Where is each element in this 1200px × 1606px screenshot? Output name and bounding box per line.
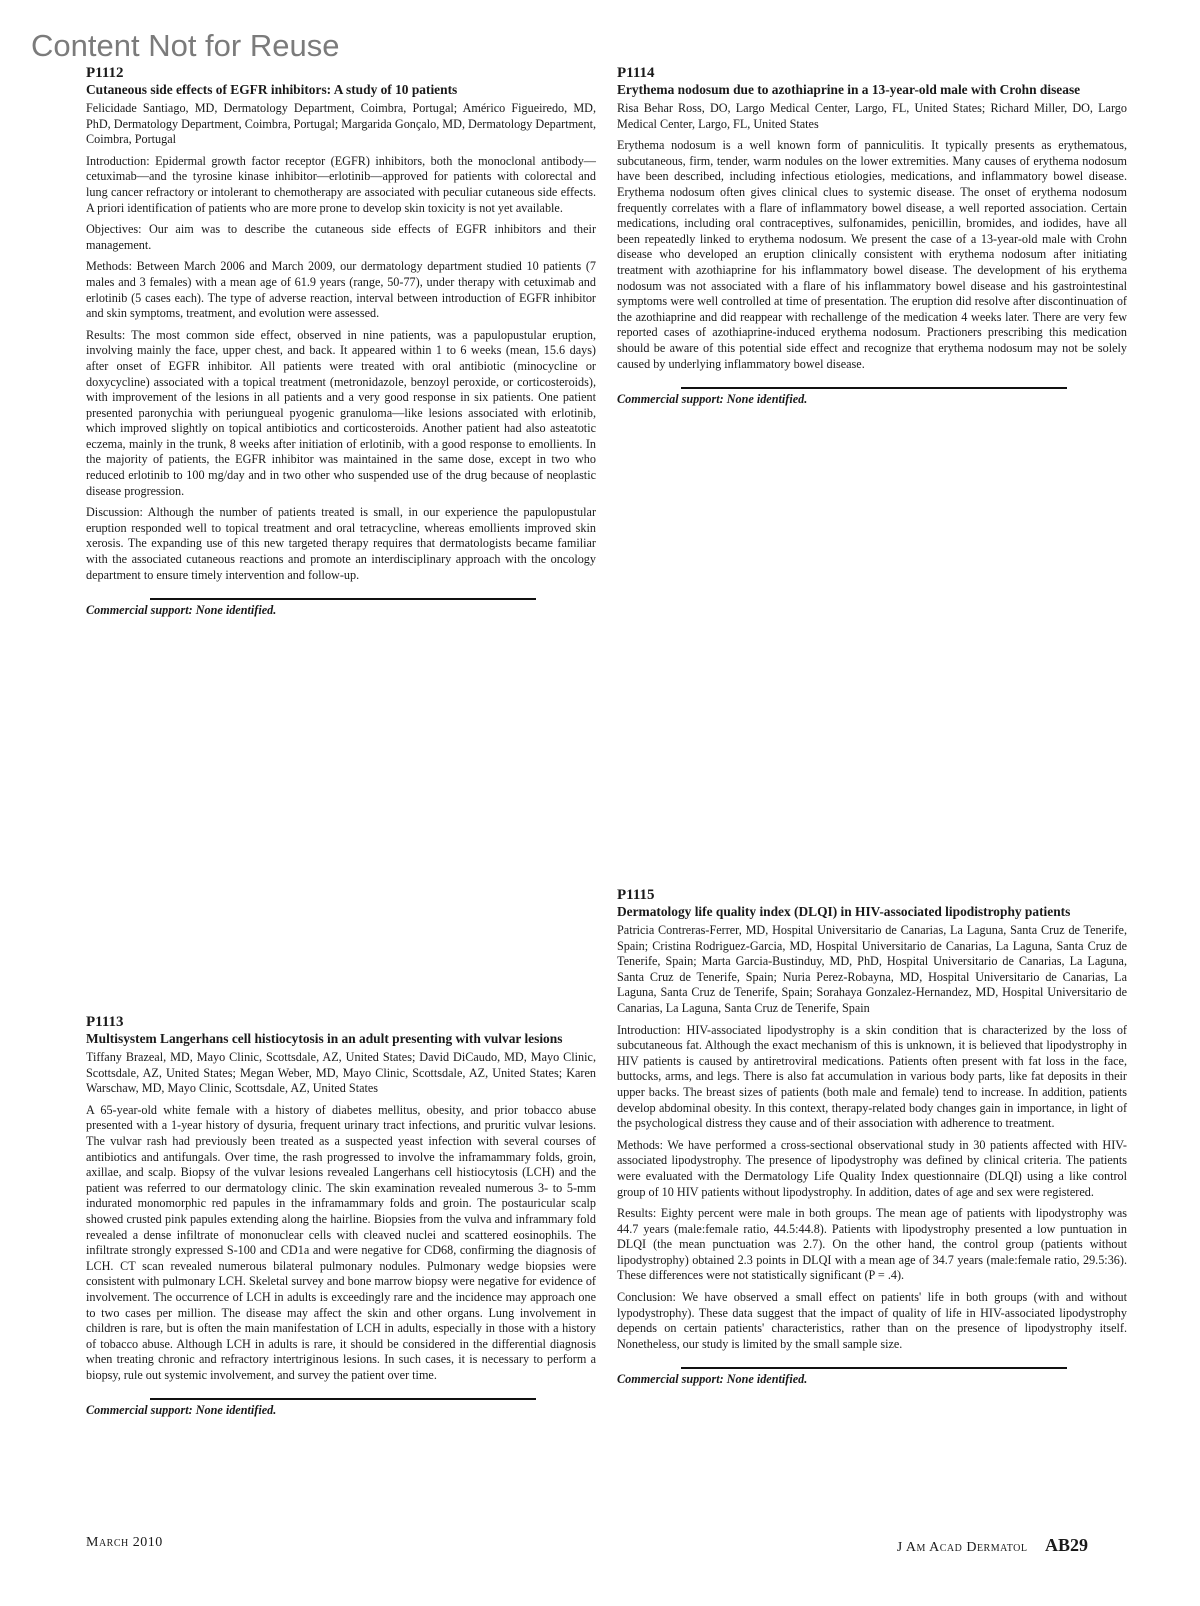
abstract-title: Dermatology life quality index (DLQI) in HIV-associated lipodistrophy patients [617,904,1071,919]
abstract-paragraph: Methods: Between March 2006 and March 2009, our dermatology department studied 10 patients (7 males and 3 females) with a mean age of 61.9 years (range, 50-77), under therapy with cetuximab and erlotinib (5 cases each). The type of adverse reaction, interval between introduction of EGFR inhibitor and skin symptoms, treatment, and evolution were assessed. [86,259,596,321]
abstract-title: Multisystem Langerhans cell histiocytosis in an adult presenting with vulvar lesions [86,1031,563,1046]
abstract-paragraph: Introduction: Epidermal growth factor receptor (EGFR) inhibitors, both the monoclonal antibody—cetuximab—and the tyrosine kinase inhibitor—erlotinib—approved for patients with colorectal and lung cancer refractory or intolerant to chemotherapy are associated with peculiar cutaneous side effects. A priori identification of patients who are more prone to develop skin toxicity is not yet available. [86,153,596,215]
abstract-paragraph: Methods: We have performed a cross-sectional observational study in 30 patients affected with HIV-associated lipodystrophy. The presence of lipodystrophy was defined by clinical criteria. The patients were evaluated with the Dermatology Life Quality Index questionnaire (DLQI) using a like control group of 10 HIV patients without lipodystrophy. In addition, dates of age and sex were registered. [617,1137,1127,1199]
abstract-paragraph: Results: Eighty percent were male in both groups. The mean age of patients with lipodystrophy was 44.7 years (male:female ratio, 44.5:44.8). Patients with lipodystrophy presented a low puntuation in DLQI (the mean punctuation was 2.7). On the other hand, the control group (patients without lipodystrophy) obtained 2.3 points in DLQI with a mean age of 34.7 years (male:female ratio, 29.5:36). These differences were not statistically significant (P = .4). [617,1206,1127,1283]
abstract-title: Cutaneous side effects of EGFR inhibitors: A study of 10 patients [86,82,458,97]
abstract-paragraph: Introduction: HIV-associated lipodystrophy is a skin condition that is characterized by the loss of subcutaneous fat. Although the exact mechanism of this is unknown, it is believed that lipodystrophy in HIV patients is caused by antiretroviral medications. Patients often present with fat loss in the face, buttocks, arms, and legs. There is also fat accumulation in various body parts, like fat deposits in their upper backs. The breast sizes of patients (both male and female) tend to increase. In addition, patients develop abdominal obesity. In this context, therapy-related body changes gain in importance, in light of the psychological distress they cause and of their association with adherence to treatment. [617,1022,1127,1131]
commercial-support: Commercial support: None identified. [617,392,808,407]
abstract-p1112 [86,64,596,619]
separator-rule [150,1398,536,1400]
abstract-p1115 [617,886,1127,1388]
separator-rule [681,387,1067,389]
abstract-paragraph: Results: The most common side effect, observed in nine patients, was a papulopustular eruption, involving mainly the face, upper chest, and back. It appeared within 1 to 6 weeks (mean, 15.6 days) after onset of EGFR inhibitor. All patients were treated with oral antibiotic (minocycline or doxycycline) associated with a topical treatment (metronidazole, benzoyl peroxide, or corticosteroids), with improvement of the lesions in all patients and a very good response in six patients. One patient presented paronychia with periungueal pyogenic granuloma—like lesions associated with erlotinib, which improved slightly on topical antibiotics and corticosteroids. Another patient had also asteatotic eczema, mainly in the trunk, 8 weeks after initiation of erlotinib, with a good response to emollients. In the majority of patients, the EGFR inhibitor was maintained in the same dose, except in two who reduced erlotinib to 100 mg/day and in two other who suspended use of the drug because of neoplastic disease progression. [86,327,596,498]
commercial-support: Commercial support: None identified. [86,603,277,618]
abstract-id: P1112 [86,65,124,81]
abstract-title: Erythema nodosum due to azothiaprine in a 13-year-old male with Crohn disease [617,82,1081,97]
abstract-paragraph: Discussion: Although the number of patients treated is small, in our experience the papulopustular eruption responded well to topical treatment and oral tetracycline, whereas emollients improved skin xerosis. The expanding use of this new targeted therapy requires that dermatologists became familiar with the associated cutaneous reactions and promote an interdisciplinary approach with the oncology department to ensure timely intervention and follow-up. [86,505,596,582]
abstract-paragraph: Objectives: Our aim was to describe the cutaneous side effects of EGFR inhibitors and their management. [86,222,596,252]
abstract-id: P1113 [86,1014,124,1030]
abstract-p1114 [617,64,1127,408]
abstract-authors: Risa Behar Ross, DO, Largo Medical Center, Largo, FL, United States; Richard Miller, DO, Largo Medical Center, Largo, FL, United States [617,101,1127,131]
watermark-text: Content Not for Reuse [31,28,340,63]
footer-page-number: AB29 [1044,1535,1088,1555]
abstract-id: P1115 [617,887,655,903]
commercial-support: Commercial support: None identified. [617,1372,808,1387]
abstract-authors: Patricia Contreras-Ferrer, MD, Hospital Universitario de Canarias, La Laguna, Santa Cruz de Tenerife, Spain; Cristina Rodriguez-Garcia, MD, Hospital Universitario de Canarias, La Laguna, Santa Cruz de Tenerife, Spain; Marta Garcia-Bustinduy, MD, PhD, Hospital Universitario de Canarias, La Laguna, Santa Cruz de Tenerife, Spain; Nuria Perez-Robayna, MD, Hospital Universitario de Canarias, La Laguna, Santa Cruz de Tenerife, Spain; Sorahaya Gonzalez-Hernandez, MD, Hospital Universitario de Canarias, La Laguna, Santa Cruz de Tenerife, Spain [617,923,1127,1015]
footer-citation [897,1535,1088,1556]
separator-rule [681,1367,1067,1369]
separator-rule [150,598,536,600]
commercial-support: Commercial support: None identified. [86,1403,277,1418]
abstract-authors: Tiffany Brazeal, MD, Mayo Clinic, Scottsdale, AZ, United States; David DiCaudo, MD, Mayo Clinic, Scottsdale, AZ, United States; Megan Weber, MD, Mayo Clinic, Scottsdale, AZ, United States; Karen Warschaw, MD, Mayo Clinic, Scottsdale, AZ, United States [86,1050,596,1096]
abstract-paragraph: A 65-year-old white female with a history of diabetes mellitus, obesity, and prior tobacco abuse presented with a 1-year history of dysuria, frequent urinary tract infections, and pruritic vulvar lesions. The vulvar rash had previously been treated as a suspected yeast infection with several courses of antibiotics and antifungals. Over time, the rash progressed to involve the inframammary folds, groin, axillae, and scalp. Biopsy of the vulvar lesions revealed Langerhans cell histiocytosis (LCH) and the patient was referred to our dermatology clinic. The skin examination revealed numerous 3- to 5-mm indurated monomorphic red papules in the inframammary folds and groin. The postauricular scalp showed crusted pink papules extending along the hairline. Biopsies from the vulva and inframmary fold revealed a dense infiltrate of mononuclear cells with cleaved nuclei and scattered eosinophils. The infiltrate strongly expressed S-100 and CD1a and were negative for CD68, confirming the diagnosis of LCH. CT scan revealed numerous bilateral pulmonary nodules. Pulmonary wedge biopsies were consistent with pulmonary LCH. Skeletal survey and bone marrow biopsy were negative for evidence of involvement. The occurrence of LCH in adults is exceedingly rare and the incidence may approach one to two cases per million. The disease may affect the skin and other organs. Lung involvement in children is rare, but is often the main manifestation of LCH in adults, especially in those with a history of tobacco abuse. Although LCH in adults is rare, it should be considered in the differential diagnosis when treating chronic and refractory intertriginous lesions. In such cases, it is necessary to perform a biopsy, rule out systemic involvement, and survey the patient over time. [86,1102,596,1382]
abstract-p1113 [86,1013,596,1419]
abstract-paragraph: Conclusion: We have observed a small effect on patients' life in both groups (with and without lypodystrophy). These data suggest that the impact of quality of life in HIV-associated lipodystrophy depends on certain patients' characteristics, rather than on the presence of lipodystrophy itself. Nonetheless, our study is limited by the small sample size. [617,1290,1127,1351]
abstract-authors: Felicidade Santiago, MD, Dermatology Department, Coimbra, Portugal; Américo Figueiredo, MD, PhD, Dermatology Department, Coimbra, Portugal; Margarida Gonçalo, MD, Dermatology Department, Coimbra, Portugal [86,101,596,147]
abstract-paragraph: Erythema nodosum is a well known form of panniculitis. It typically presents as erythematous, subcutaneous, firm, tender, warm nodules on the lower extremities. Many causes of erythema nodosum have been described, including infectious etiologies, medications, and inflammatory bowel disease. Erythema nodosum often gives clinical clues to systemic disease. The onset of erythema nodosum frequently correlates with a flare of inflammatory bowel disease, a well reported association. Certain medications, including oral contraceptives, sulfonamides, penicillin, bromides, and iodides, have all been repeatedly linked to erythema nodosum. We present the case of a 13-year-old male with Crohn disease who developed an eruption clinically consistent with erythema nodosum after initiating treatment with azothiaprine for his inflammatory bowel disease. The development of his erythema nodosum was not associated with a flare of his inflammatory bowel disease and his gastrointestinal symptoms were well controlled at time of presentation. The eruption did resolve after discontinuation of the azothiaprine and did reappear with rechallenge of the medication 4 weeks later. There are very few reported cases of azothiaprine-induced erythema nodosum. Practioners prescribing this medication should be aware of this potential side effect and recognize that erythema nodosum may not be solely caused by underlying inflammatory bowel disease. [617,138,1127,371]
abstract-id: P1114 [617,65,655,81]
footer-journal: J Am Acad Dermatol [896,1540,1028,1555]
footer-date: March 2010 [86,1535,163,1550]
